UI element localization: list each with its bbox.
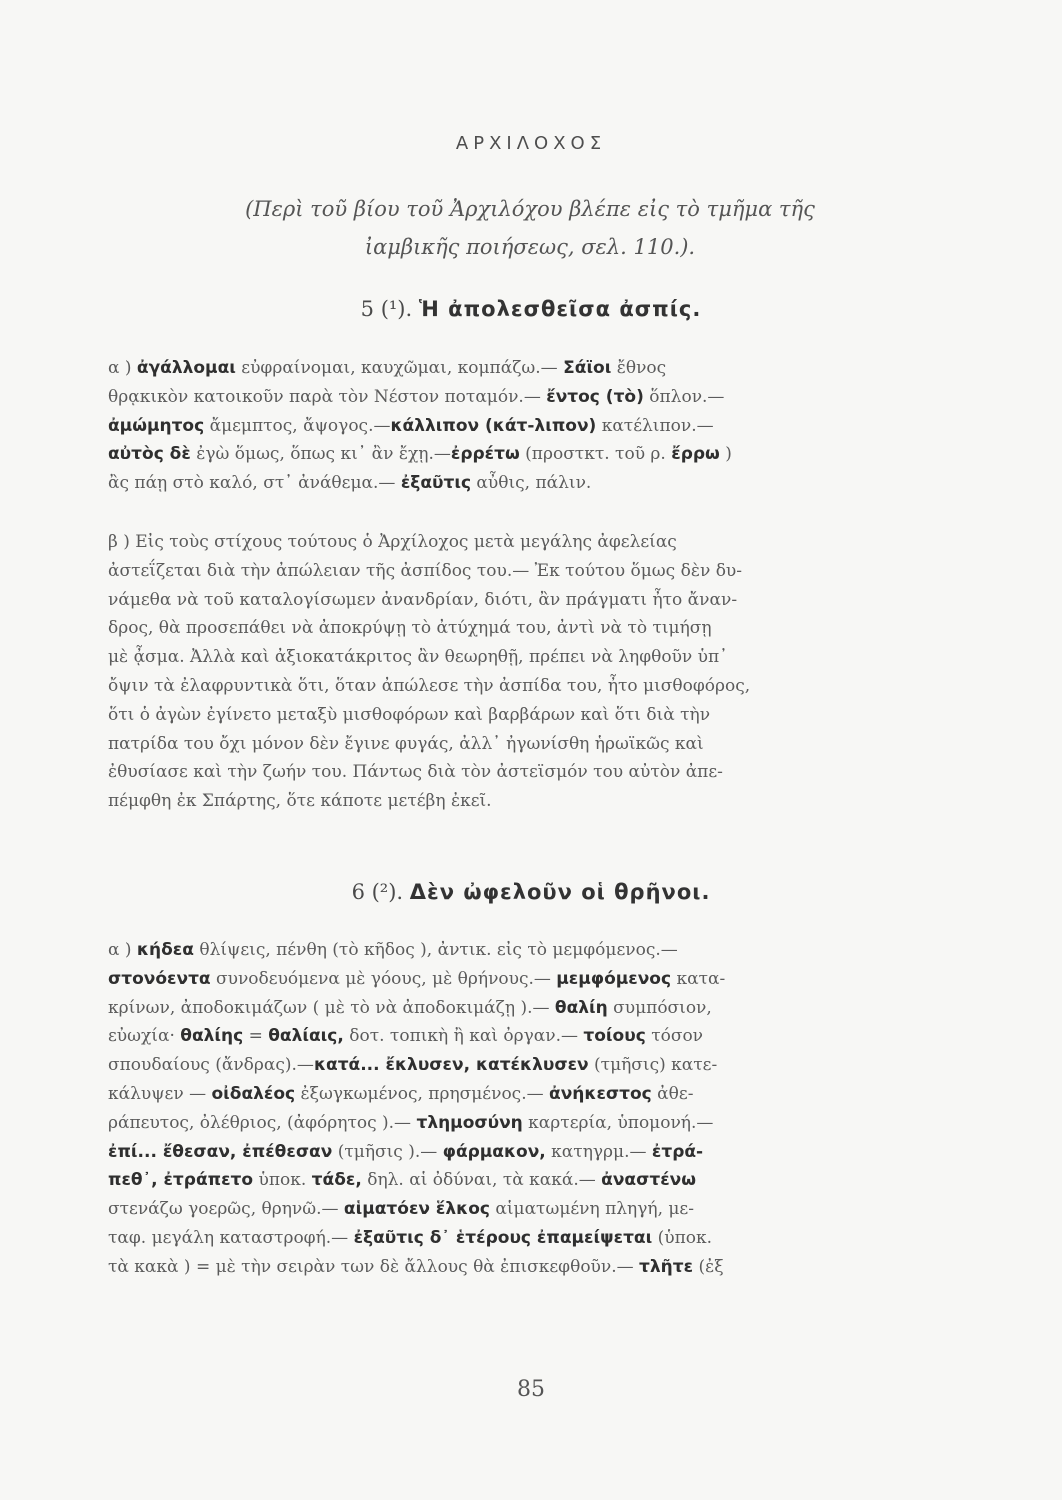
text-line: κρίνων, ἀποδοκιμάζων ( μὲ τὸ νὰ ἀποδοκιμάζῃ ).— θαλίη συμπόσιον, xyxy=(108,997,712,1018)
section-5-number: 5 (¹). xyxy=(360,297,413,321)
note-line-2: ἰαμβικῆς ποιήσεως, σελ. 110.). xyxy=(364,235,696,259)
text-line: α ) ἀγάλλομαι εὐφραίνομαι, καυχῶμαι, κομπάζω.— Σάϊοι ἔθνος xyxy=(108,358,667,378)
text-line: ἂς πάῃ στὸ καλό, στ᾿ ἀνάθεμα.— ἐξαῦτις αὖθις, πάλιν. xyxy=(108,473,592,494)
text-line: σπουδαίους (ἄνδρας).—κατά... ἔκλυσεν, κατέκλυσεν (τμῆσις) κατε- xyxy=(108,1055,718,1076)
note-line-1: (Περὶ τοῦ βίου τοῦ Ἀρχιλόχου βλέπε εἰς τὸ τμῆμα τῆς xyxy=(245,197,815,221)
section-6-heading xyxy=(0,880,1062,904)
text-line: στενάζω γοερῶς, θρηνῶ.— αἱματόεν ἕλκος αἱματωμένη πληγή, με- xyxy=(108,1199,694,1220)
text-line: ἀστεΐζεται διὰ τὴν ἀπώλειαν τῆς ἀσπίδος του.— Ἐκ τούτου ὅμως δὲν δυ- xyxy=(108,560,743,581)
text-line: αὐτὸς δὲ ἐγὼ ὅμως, ὅπως κι᾿ ἂν ἔχῃ.—ἐρρέτω (προστκτ. τοῦ ρ. ἔρρω ) xyxy=(108,444,732,465)
text-line: ὅτι ὁ ἀγὼν ἐγίνετο μεταξὺ μισθοφόρων καὶ βαρβάρων καὶ ὅτι διὰ τὴν xyxy=(108,704,711,725)
text-line: τὰ κακὰ ) = μὲ τὴν σειρὰν των δὲ ἄλλους θὰ ἐπισκεφθοῦν.— τλῆτε (ἐξ xyxy=(108,1256,724,1277)
section-6-part-a xyxy=(108,936,948,1282)
section-6-title: Δὲν ὠφελοῦν οἱ θρῆνοι. xyxy=(409,880,711,904)
text-line: κάλυψεν — οἰδαλέος ἐξωγκωμένος, πρησμένος.— ἀνήκεστος ἀθε- xyxy=(108,1083,694,1104)
section-5-part-b xyxy=(108,528,948,816)
chapter-title: ΑΡΧΙΛΟΧΟΣ xyxy=(455,133,607,154)
section-6-number: 6 (²). xyxy=(351,880,404,904)
text-line: α ) κήδεα θλίψεις, πένθη (τὸ κῆδος ), ἀντικ. εἰς τὸ μεμφόμενος.— xyxy=(108,940,678,960)
section-5-part-a xyxy=(108,354,948,498)
text-line: πατρίδα του ὄχι μόνον δὲν ἔγινε φυγάς, ἀλλ᾿ ἠγωνίσθη ἡρωϊκῶς καὶ xyxy=(108,733,704,754)
page-number: 85 xyxy=(517,1377,545,1402)
cross-reference-note xyxy=(100,190,960,266)
text-line: ταφ. μεγάλη καταστροφή.— ἐξαῦτις δ᾿ ἑτέρους ἐπαμείψεται (ὑποκ. xyxy=(108,1227,713,1248)
text-line: θρᾳκικὸν κατοικοῦν παρὰ τὸν Νέστον ποταμόν.— ἔντος (τὸ) ὅπλον.— xyxy=(108,386,725,407)
text-line: ἐπί... ἔθεσαν, ἐπέθεσαν (τμῆσις ).— φάρμακον, κατηγρμ.— ἐτρά- xyxy=(108,1141,704,1162)
text-line: β ) Εἰς τοὺς στίχους τούτους ὁ Ἀρχίλοχος μετὰ μεγάλης ἀφελείας xyxy=(108,532,677,552)
text-line: εὐωχία· θαλίης = θαλίαις, δοτ. τοπικὴ ἢ καὶ ὀργαν.— τοίους τόσον xyxy=(108,1026,704,1047)
text-line: στονόεντα συνοδευόμενα μὲ γόους, μὲ θρήνους.— μεμφόμενος κατα- xyxy=(108,968,726,989)
text-line: νάμεθα νὰ τοῦ καταλογίσωμεν ἀνανδρίαν, διότι, ἂν πράγματι ἦτο ἄναν- xyxy=(108,589,738,610)
text-line: δρος, θὰ προσεπάθει νὰ ἀποκρύψῃ τὸ ἀτύχημά του, ἀντὶ νὰ τὸ τιμήσῃ xyxy=(108,618,712,639)
text-line: ἀμώμητος ἄμεμπτος, ἄψογος.—κάλλιπον (κάτ-λιπον) κατέλιπον.— xyxy=(108,415,714,436)
text-line: ἐθυσίασε καὶ τὴν ζωήν του. Πάντως διὰ τὸν ἀστεϊσμόν του αὐτὸν ἀπε- xyxy=(108,762,723,783)
text-line: πεθ᾿, ἐτράπετο ὑποκ. τάδε, δηλ. αἱ ὀδύναι, τὰ κακά.— ἀναστένω xyxy=(108,1170,697,1191)
text-line: ράπευτος, ὀλέθριος, (ἀφόρητος ).— τλημοσύνη καρτερία, ὑπομονή.— xyxy=(108,1112,714,1133)
text-line: πέμφθη ἐκ Σπάρτης, ὅτε κάποτε μετέβη ἐκεῖ. xyxy=(108,791,492,812)
section-5-title: Ἡ ἀπολεσθεῖσα ἀσπίς. xyxy=(418,297,702,321)
section-5-heading xyxy=(0,297,1062,321)
text-line: μὲ ᾆσμα. Ἀλλὰ καὶ ἀξιοκατάκριτος ἂν θεωρηθῇ, πρέπει νὰ ληφθοῦν ὑπ᾿ xyxy=(108,647,728,668)
text-line: ὄψιν τὰ ἐλαφρυντικὰ ὅτι, ὅταν ἀπώλεσε τὴν ἀσπίδα του, ἦτο μισθοφόρος, xyxy=(108,675,751,696)
